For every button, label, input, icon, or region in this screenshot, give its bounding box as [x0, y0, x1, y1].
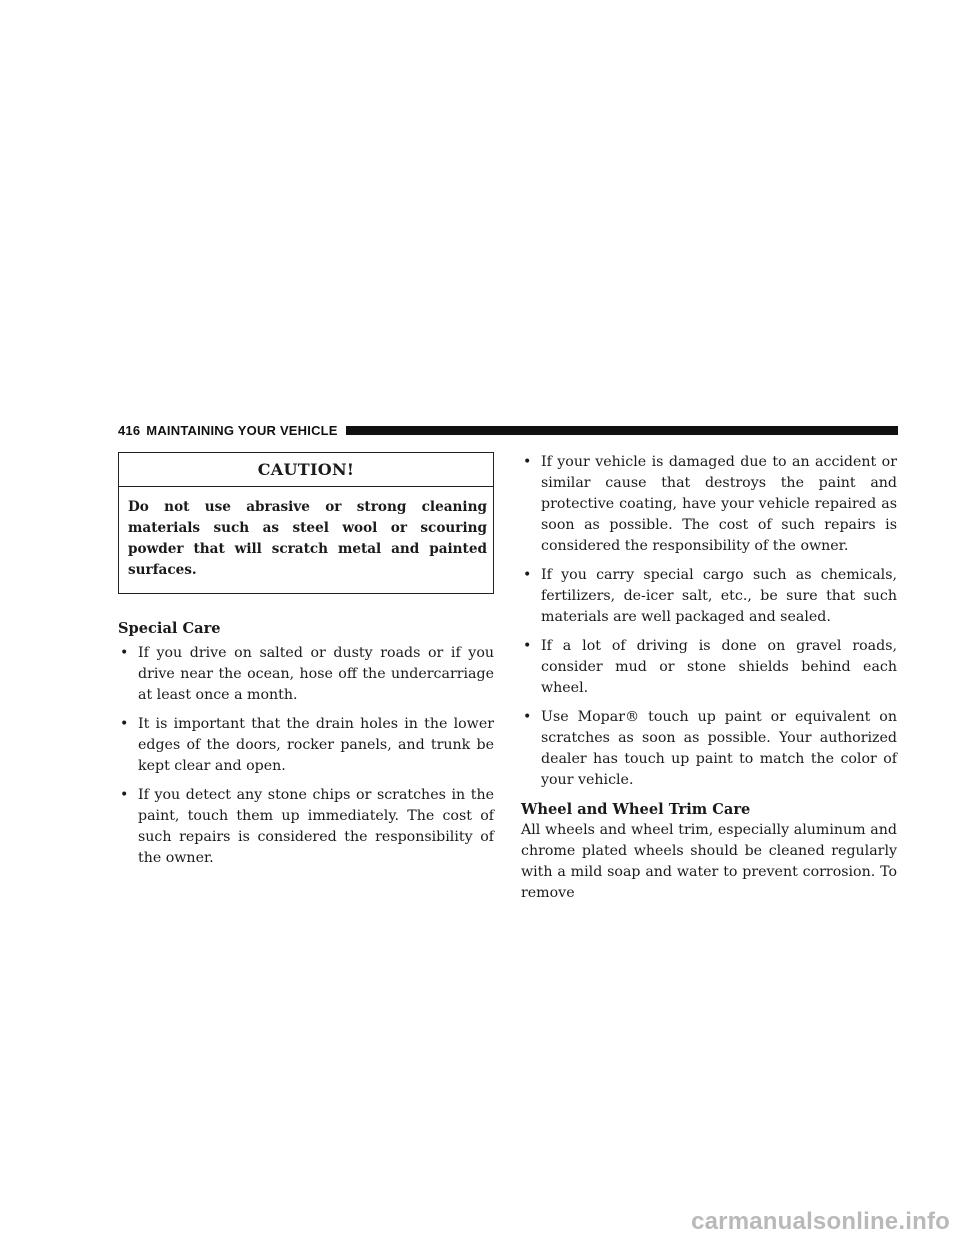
list-item-text: If you drive on salted or dusty roads or if you drive near the ocean, hose off the undercarriage at least once a month. [138, 645, 494, 703]
special-care-heading: Special Care [118, 620, 221, 637]
list-item [521, 707, 897, 791]
list-item-text: If you carry special cargo such as chemicals, fertilizers, de-icer salt, etc., be sure that such materials are well packaged and sealed. [541, 567, 897, 625]
list-item [521, 452, 897, 557]
bullet-icon: • [120, 645, 129, 661]
header-rule [346, 426, 898, 435]
list-item-text: It is important that the drain holes in the lower edges of the doors, rocker panels, and trunk be kept clear and open. [138, 716, 494, 774]
list-item [118, 643, 494, 706]
bullet-icon: • [120, 787, 129, 803]
left-column [118, 452, 494, 877]
bullet-icon: • [523, 567, 532, 583]
bullet-icon: • [523, 709, 532, 725]
special-care-list [118, 643, 494, 869]
right-column [521, 452, 897, 904]
caution-title: CAUTION! [119, 453, 493, 487]
list-item [521, 636, 897, 699]
section-title: MAINTAINING YOUR VEHICLE [146, 422, 338, 438]
list-item-text: Use Mopar® touch up paint or equivalent on scratches as soon as possible. Your authorized dealer has touch up paint to match the color of your vehicle. [541, 709, 897, 788]
bullet-icon: • [523, 454, 532, 470]
list-item [118, 785, 494, 869]
caution-box [118, 452, 494, 594]
list-item-text: If a lot of driving is done on gravel roads, consider mud or stone shields behind each wheel. [541, 638, 897, 696]
bullet-icon: • [523, 638, 532, 654]
list-item [521, 565, 897, 628]
caution-text: Do not use abrasive or strong cleaning materials such as steel wool or scouring powder that will scratch metal and painted surfaces. [128, 499, 487, 578]
list-item-text: If your vehicle is damaged due to an accident or similar cause that destroys the paint and protective coating, have your vehicle repaired as soon as possible. The cost of such repairs is considered the responsibility of the owner. [541, 454, 897, 554]
watermark: carmanualsonline.info [691, 1208, 950, 1235]
wheel-care-paragraph: All wheels and wheel trim, especially aluminum and chrome plated wheels should be cleaned regularly with a mild soap and water to prevent corrosion. To remove [521, 822, 897, 901]
list-item-text: If you detect any stone chips or scratches in the paint, touch them up immediately. The cost of such repairs is considered the responsibility of the owner. [138, 787, 494, 866]
wheel-care-heading: Wheel and Wheel Trim Care [521, 801, 751, 818]
special-care-list-continued [521, 452, 897, 791]
running-header [118, 420, 898, 440]
list-item [118, 714, 494, 777]
bullet-icon: • [120, 716, 129, 732]
page-number: 416 [118, 422, 141, 438]
